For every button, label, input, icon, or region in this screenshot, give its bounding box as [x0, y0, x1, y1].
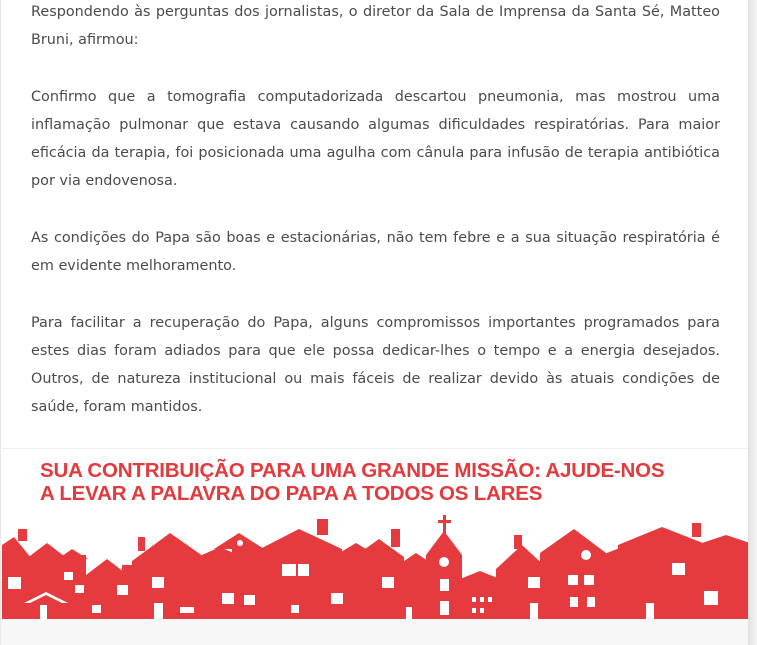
page-bottom-strip — [1, 619, 749, 645]
donation-banner-title[interactable]: SUA CONTRIBUIÇÃO PARA UMA GRANDE MISSÃO: AJUDE-NOS A LEVAR A PALAVRA DO PAPA A TODOS OS LARES — [40, 459, 665, 505]
rooftops-with-church-icon — [2, 515, 749, 620]
article-paragraph-3: As condições do Papa são boas e estacionárias, não tem febre e a sua situação respiratória é em evidente melhoramento. — [31, 230, 720, 274]
donation-banner[interactable] — [2, 448, 749, 620]
article-paragraph-4: Para facilitar a recuperação do Papa, alguns compromissos importantes programados para estes dias foram adiados para que ele possa dedicar-lhes o tempo e a energia desejados. Outros, de natureza institucional ou mais fáceis de realizar devido às atuais condições de saúde, foram mantidos. — [31, 315, 720, 415]
scrollbar-track[interactable] — [748, 0, 757, 645]
article-paragraph-1: Respondendo às perguntas dos jornalistas, o diretor da Sala de Imprensa da Santa Sé, Matteo Bruni, afirmou: — [31, 4, 720, 48]
article-paragraph-2: Confirmo que a tomografia computadorizada descartou pneumonia, mas mostrou uma inflamação pulmonar que estava causando algumas dificuldades respiratórias. Para maior eficácia da terapia, foi posicionada uma agulha com cânula para infusão de terapia antibiótica por via endovenosa. — [31, 89, 720, 189]
article-body — [31, 0, 720, 450]
